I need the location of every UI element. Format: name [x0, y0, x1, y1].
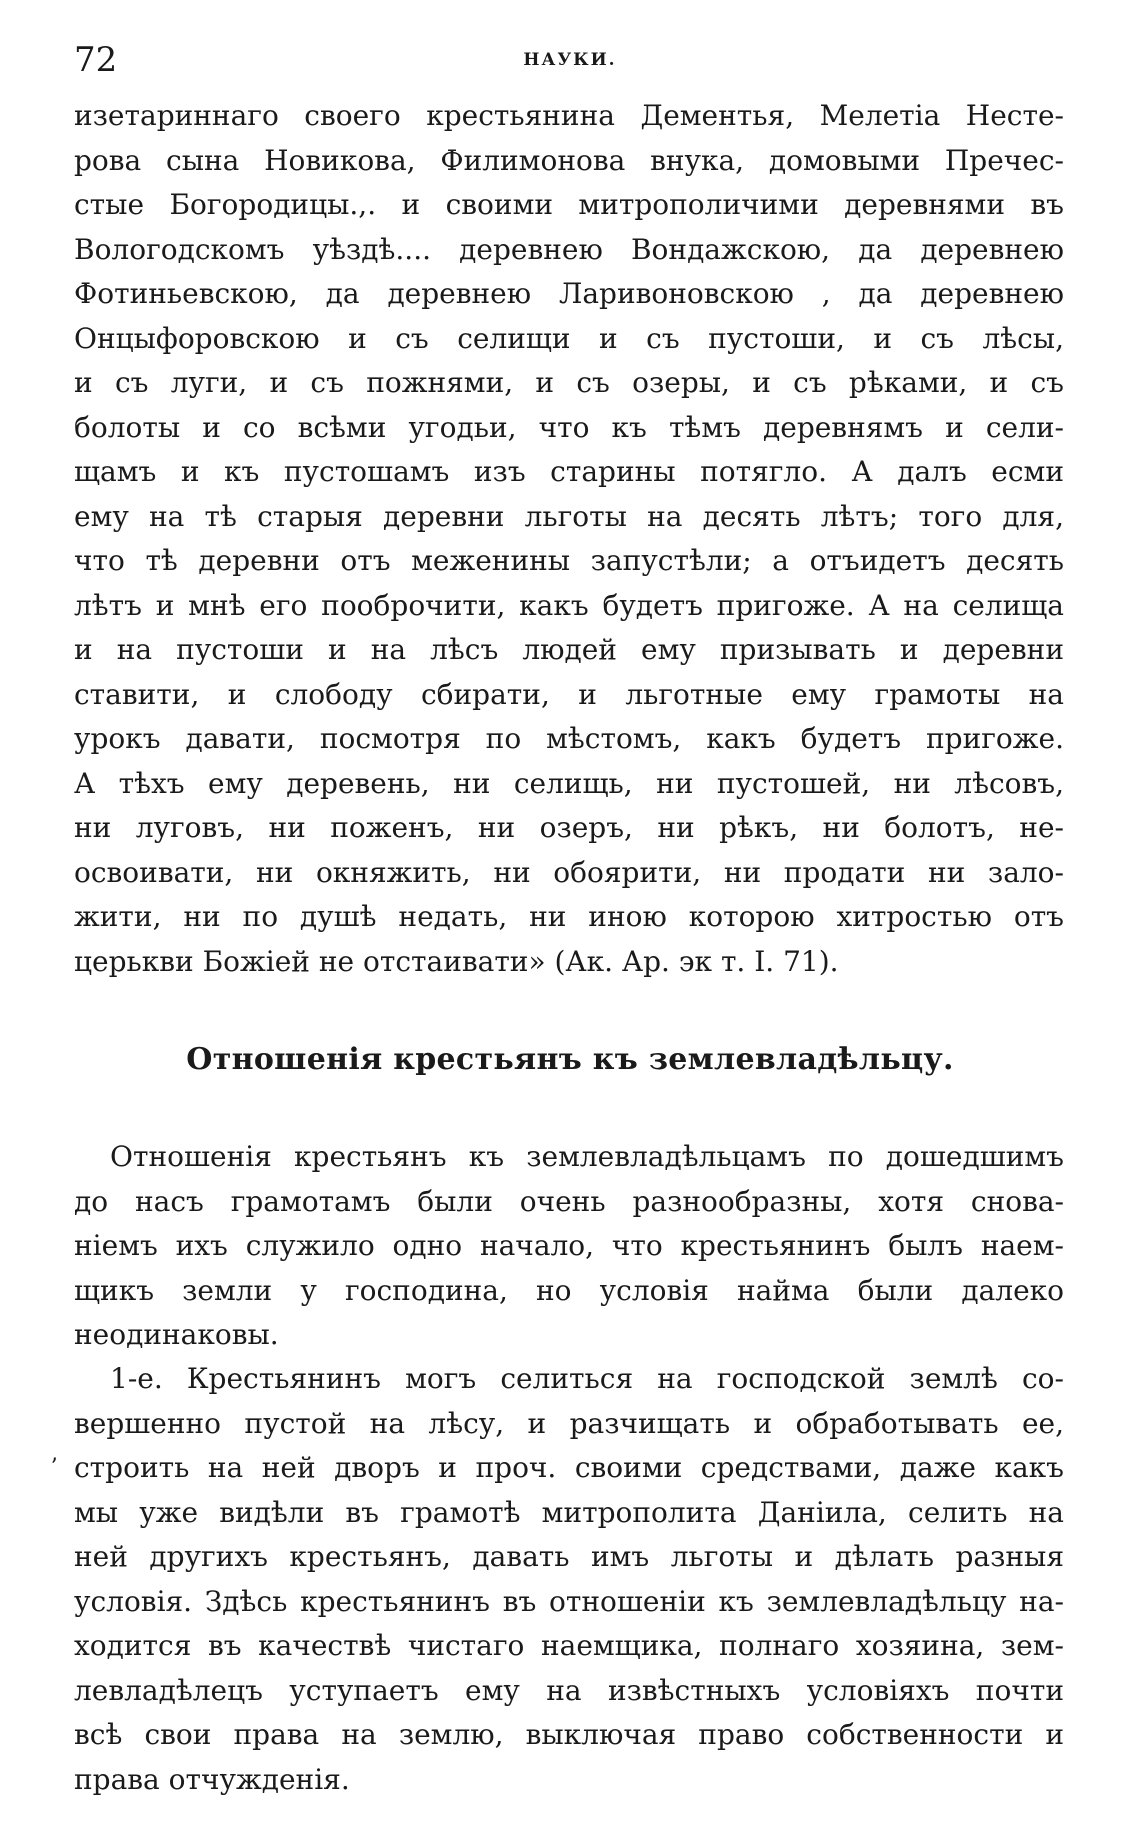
- section-heading: Отношенія крестьянъ къ землевладѣльцу.: [186, 1042, 954, 1077]
- quote-line: Фотиньевскою, да деревнею Ларивоновскою , да деревнею: [74, 277, 1064, 310]
- quote-line: рова сына Новикова, Филимонова внука, домовыми Пречес-: [74, 143, 1064, 177]
- paragraph-line: мы уже видѣли въ грамотѣ митрополита Даніила, селить на: [74, 1495, 1064, 1529]
- paragraph-2: [74, 1357, 1064, 1802]
- paragraph-line: левладѣлецъ уступаетъ ему на извѣстныхъ условіяхъ почти: [74, 1673, 1064, 1707]
- paragraph-line: неодинаковы.: [74, 1318, 279, 1351]
- quote-line: и съ луги, и съ пожнями, и съ озеры, и съ рѣками, и съ: [74, 366, 1064, 399]
- quote-line: ему на тѣ старыя деревни льготы на десять лѣтъ; того для,: [74, 499, 1064, 533]
- paragraph-1: [74, 1135, 1064, 1358]
- quote-line: и на пустоши и на лѣсъ людей ему призывать и деревни: [74, 633, 1064, 666]
- quote-line: болоты и со всѣми угодьи, что къ тѣмъ деревнямъ и сели-: [74, 410, 1064, 444]
- quote-line: щамъ и къ пустошамъ изъ старины потягло. А далъ есми: [74, 455, 1064, 488]
- quote-line: урокъ давати, посмотря по мѣстомъ, какъ будетъ пригоже.: [74, 722, 1064, 755]
- paragraph-line: Отношенія крестьянъ къ землевладѣльцамъ по дошедшимъ: [110, 1140, 1064, 1173]
- quote-line: лѣтъ и мнѣ его пооброчити, какъ будетъ пригоже. А на селища: [74, 588, 1064, 622]
- paragraph-line: ніемъ ихъ служило одно начало, что крестьянинъ былъ наем-: [74, 1229, 1064, 1262]
- quote-line: стые Богородицы.,. и своими митрополичими деревнями въ: [74, 188, 1064, 221]
- quote-line: Вологодскомъ уѣздѣ.... деревнею Вондажскою, да деревнею: [74, 232, 1064, 266]
- quote-line: изетариннаго своего крестьянина Дементья, Мелетіа Несте-: [74, 99, 1064, 132]
- paragraph-line: условія. Здѣсь крестьянинъ въ отношеніи къ землевладѣльцу на-: [74, 1584, 1064, 1618]
- quote-line: освоивати, ни окняжить, ни обоярити, ни продати ни зало-: [74, 855, 1064, 889]
- paragraph-line: строить на ней дворъ и проч. своими средствами, даже какъ: [74, 1451, 1064, 1484]
- paragraph-line: вершенно пустой на лѣсу, и разчищать и обработывать ее,: [74, 1406, 1064, 1440]
- running-title: НАУКИ.: [523, 50, 617, 70]
- quote-line: ни луговъ, ни поженъ, ни озеръ, ни рѣкъ, ни болотъ, не-: [74, 811, 1064, 844]
- quote-line: А тѣхъ ему деревень, ни селищь, ни пустошей, ни лѣсовъ,: [74, 766, 1064, 800]
- page-number: 72: [74, 40, 118, 80]
- quote-line: Онцыфоровскою и съ селищи и съ пустоши, и съ лѣсы,: [74, 321, 1064, 355]
- quote-line: церькви Божіей не отстаивати» (Ак. Ар. эк т. I. 71).: [74, 944, 839, 978]
- quote-text-block: [74, 94, 1064, 984]
- quote-line: ставити, и слободу сбирати, и льготные ему грамоты на: [74, 677, 1064, 711]
- paragraph-line: ней другихъ крестьянъ, давать имъ льготы и дѣлать разныя: [74, 1540, 1064, 1573]
- paragraph-line: ходится въ качествѣ чистаго наемщика, полнаго хозяина, зем-: [74, 1629, 1064, 1662]
- paragraph-line: права отчужденія.: [74, 1762, 350, 1796]
- quote-line: жити, ни по душѣ недать, ни иною которою хитростью отъ: [74, 900, 1064, 933]
- paragraph-line: всѣ свои права на землю, выключая право собственности и: [74, 1718, 1064, 1751]
- quote-line: что тѣ деревни отъ меженины запустѣли; а отъидетъ десять: [74, 544, 1064, 577]
- paragraph-line: щикъ земли у господина, но условія найма были далеко: [74, 1273, 1064, 1307]
- paragraph-line: 1-е. Крестьянинъ могъ селиться на господской землѣ со-: [110, 1362, 1064, 1395]
- paragraph-line: до насъ грамотамъ были очень разнообразны, хотя снова-: [74, 1184, 1064, 1218]
- margin-mark: ʼ: [50, 1455, 57, 1480]
